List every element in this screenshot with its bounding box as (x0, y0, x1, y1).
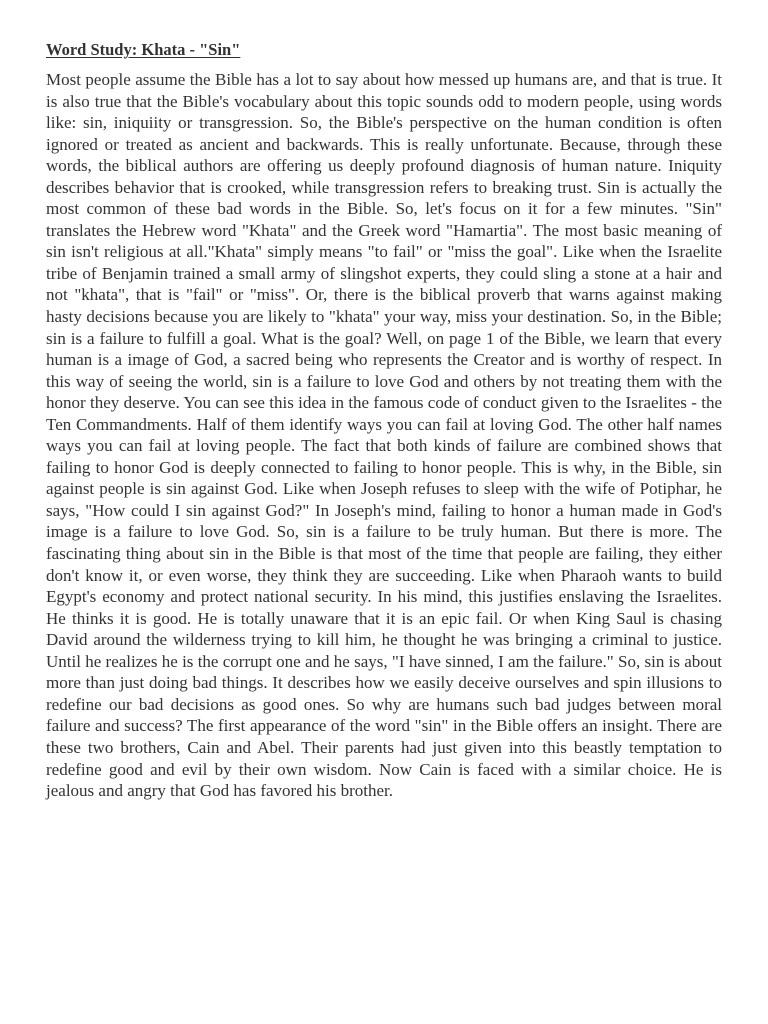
document-title: Word Study: Khata - "Sin" (46, 40, 241, 59)
document-page (46, 40, 722, 802)
document-body: Most people assume the Bible has a lot to say about how messed up humans are, and that is true. It is also true that the Bible's vocabulary about this topic sounds odd to modern people, using words like: sin, iniquiity or transgression. So, the Bible's perspective on the human condition is often ignored or treated as ancient and backwards. This is really unfortunate. Because, through these words, the biblical authors are offering us deeply profound diagnosis of human nature. Iniquity describes behavior that is crooked, while transgression refers to breaking trust. Sin is actually the most common of these bad words in the Bible. So, let's focus on it for a few minutes. "Sin" translates the Hebrew word "Khata" and the Greek word "Hamartia". The most basic meaning of sin isn't religious at all."Khata" simply means "to fail" or "miss the goal". Like when the Israelite tribe of Benjamin trained a small army of slingshot experts, they could sling a stone at a hair and not "khata", that is "fail" or "miss". Or, there is the biblical proverb that warns against making hasty decisions because you are likely to "khata" your way, miss your destination. So, in the Bible; sin is a failure to fulfill a goal. What is the goal? Well, on page 1 of the Bible, we learn that every human is a image of God, a sacred being who represents the Creator and is worthy of respect. In this way of seeing the world, sin is a failure to love God and others by not treating them with the honor they deserve. You can see this idea in the famous code of conduct given to the Israelites - the Ten Commandments. Half of them identify ways you can fail at loving God. The other half names ways you can fail at loving people. The fact that both kinds of failure are combined shows that failing to honor God is deeply connected to failing to honor people. This is why, in the Bible, sin against people is sin against God. Like when Joseph refuses to sleep with the wife of Potiphar, he says, "How could I sin against God?" In Joseph's mind, failing to honor a human made in God's image is a failure to love God. So, sin is a failure to be truly human. But there is more. The fascinating thing about sin in the Bible is that most of the time that people are failing, they either don't know it, or even worse, they think they are succeeding. Like when Pharaoh wants to build Egypt's economy and protect national security. In his mind, this justifies enslaving the Israelites. He thinks it is good. He is totally unaware that it is an epic fail. Or when King Saul is chasing David around the wilderness trying to kill him, he thought he was bringing a criminal to justice. Until he realizes he is the corrupt one and he says, "I have sinned, I am the failure." So, sin is about more than just doing bad things. It describes how we easily deceive ourselves and spin illusions to redefine our bad decisions as good ones. So why are humans such bad judges between moral failure and success? The first appearance of the word "sin" in the Bible offers an insight. There are these two brothers, Cain and Abel. Their parents had just given into this beastly temptation to redefine good and evil by their own wisdom. Now Cain is faced with a similar choice. He is jealous and angry that God has favored his brother. (46, 70, 722, 801)
